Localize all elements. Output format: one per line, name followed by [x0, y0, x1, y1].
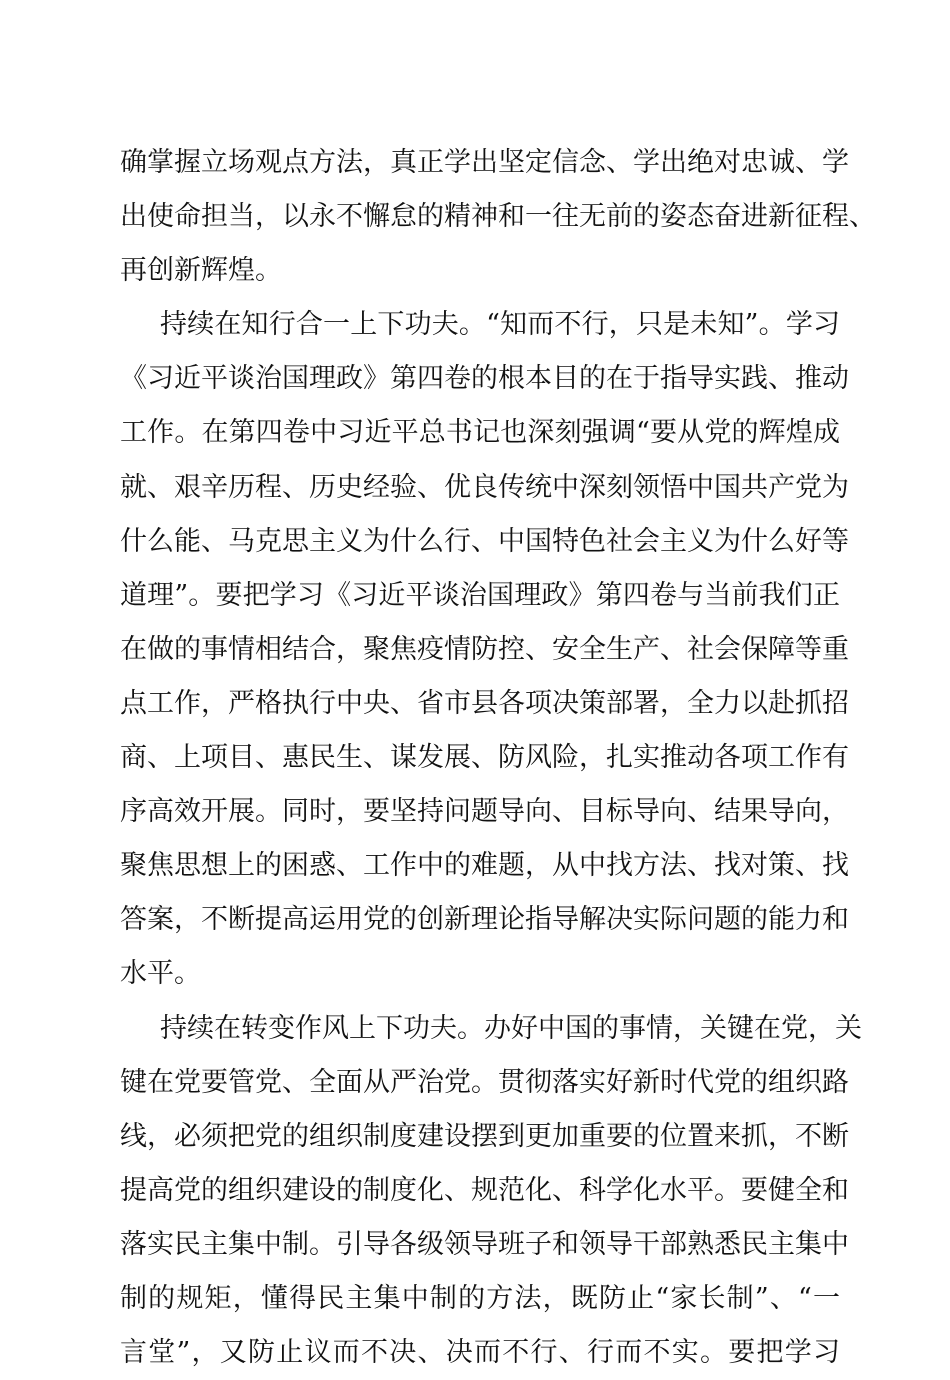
paragraph-2-line-2: 《习近平谈治国理政》第四卷的根本目的在于指导实践、推动: [120, 363, 849, 395]
paragraph-3-line-4: 提高党的组织建设的制度化、规范化、科学化水平。要健全和: [120, 1174, 849, 1206]
paragraph-1-line-3: 再创新辉煌。: [120, 255, 282, 287]
paragraph-3-line-5: 落实民主集中制。引导各级领导班子和领导干部熟悉民主集中: [120, 1228, 849, 1260]
paragraph-2-line-9: 商、上项目、惠民生、谋发展、防风险，扎实推动各项工作有: [120, 742, 849, 774]
paragraph-3-line-6: 制的规矩，懂得民主集中制的方法，既防止“家长制”、“一: [120, 1282, 840, 1314]
paragraph-2-line-4: 就、艰辛历程、历史经验、优良传统中深刻领悟中国共产党为: [120, 471, 849, 503]
paragraph-3-line-7: 言堂”，又防止议而不决、决而不行、行而不实。要把学习: [120, 1337, 840, 1369]
paragraph-2-line-6: 道理”。要把学习《习近平谈治国理政》第四卷与当前我们正: [120, 579, 840, 611]
paragraph-2-line-1: 持续在知行合一上下功夫。“知而不行，只是未知”。学习: [160, 309, 840, 341]
body-text: [120, 136, 876, 1380]
paragraph-2-line-7: 在做的事情相结合，聚焦疫情防控、安全生产、社会保障等重: [120, 633, 849, 665]
paragraph-1-line-1: 确掌握立场观点方法，真正学出坚定信念、学出绝对忠诚、学: [120, 147, 849, 178]
paragraph-3-line-1: 持续在转变作风上下功夫。办好中国的事情，关键在党，关: [160, 1012, 862, 1044]
paragraph-2-line-10: 序高效开展。同时，要坚持问题导向、目标导向、结果导向，: [120, 796, 849, 828]
paragraph-3-line-3: 线，必须把党的组织制度建设摆到更加重要的位置来抓，不断: [120, 1120, 849, 1152]
paragraph-2-line-12: 答案，不断提高运用党的创新理论指导解决实际问题的能力和: [120, 904, 849, 936]
paragraph-3-line-2: 键在党要管党、全面从严治党。贯彻落实好新时代党的组织路: [120, 1066, 849, 1098]
paragraph-2-line-8: 点工作，严格执行中央、省市县各项决策部署，全力以赴抓招: [120, 687, 849, 719]
paragraph-2-line-3: 工作。在第四卷中习近平总书记也深刻强调“要从党的辉煌成: [120, 417, 840, 449]
paragraph-2-line-13: 水平。: [120, 958, 201, 990]
paragraph-2-line-5: 什么能、马克思主义为什么行、中国特色社会主义为什么好等: [120, 525, 849, 557]
paragraph-2-line-11: 聚焦思想上的困惑、工作中的难题，从中找方法、找对策、找: [120, 850, 849, 882]
paragraph-1-line-2: 出使命担当，以永不懈怠的精神和一往无前的姿态奋进新征程、: [120, 201, 876, 233]
